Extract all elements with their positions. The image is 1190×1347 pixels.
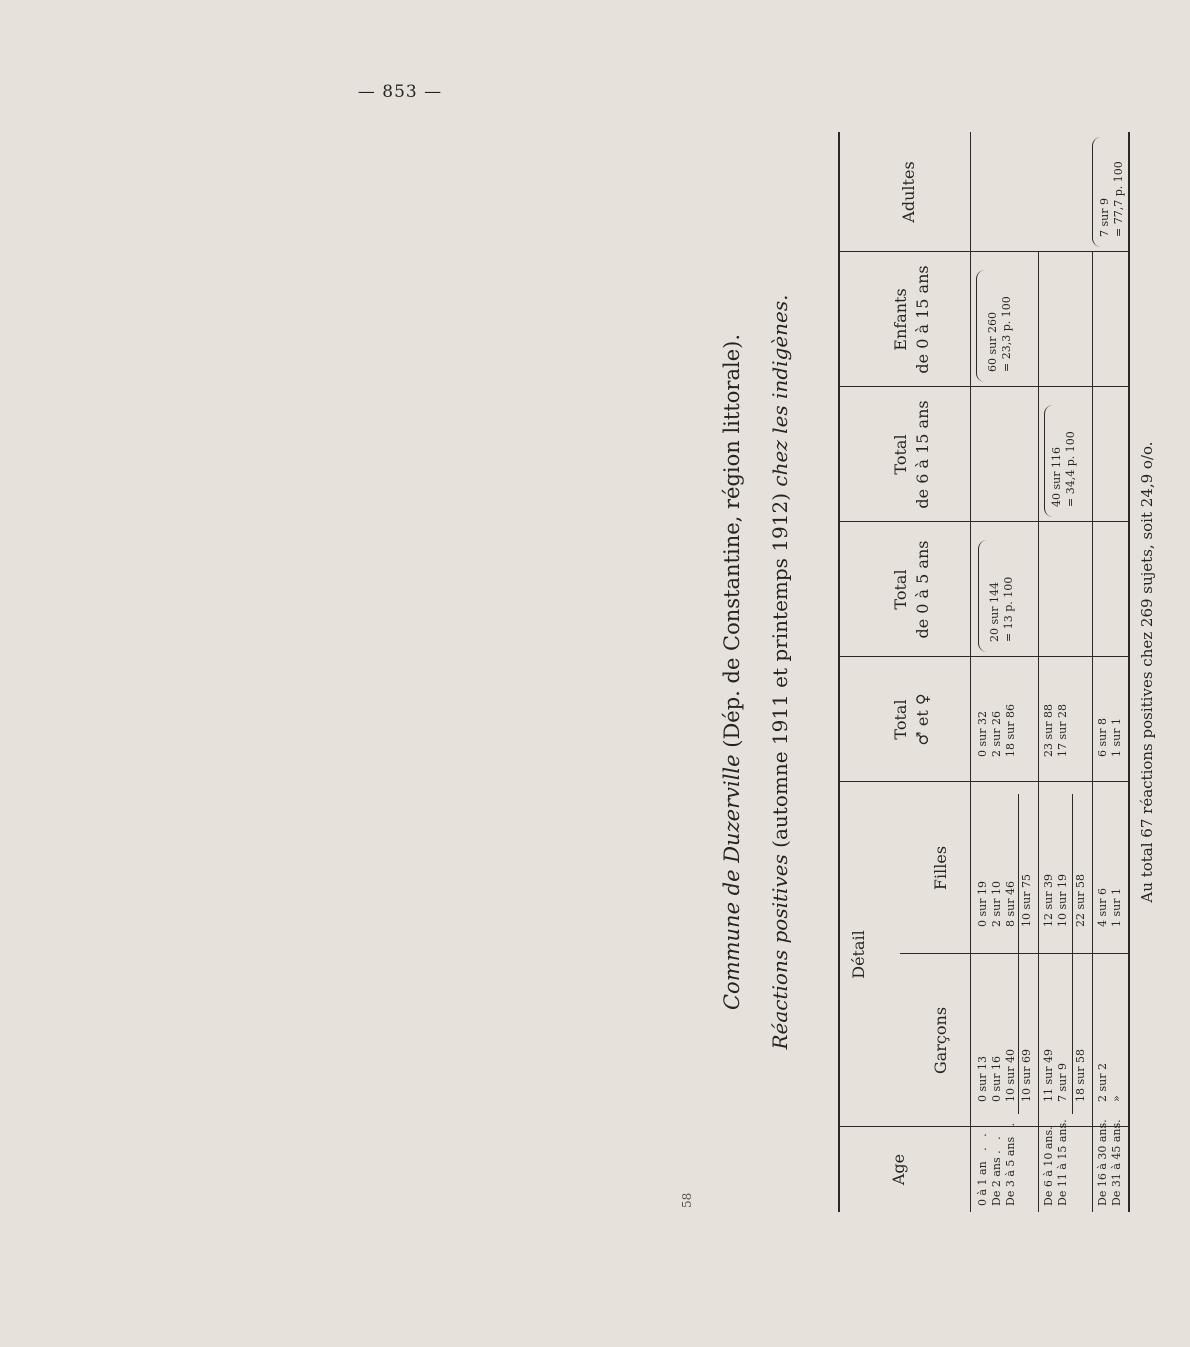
filles-group-2: 12 sur 39 10 sur 19	[1042, 874, 1069, 927]
summary-total-0-5: 20 sur 144 = 13 p. 100	[988, 576, 1015, 642]
total-line: Au total 67 réactions positives chez 269 sujets, soit 24,9 o/o.	[1138, 441, 1156, 903]
header-total-6-15: Total de 6 à 15 ans	[891, 400, 932, 509]
summary-adultes: 7 sur 9 = 77,7 p. 100	[1098, 161, 1125, 237]
sub-filles-group-1: 10 sur 75	[1020, 874, 1033, 927]
totals-group-1: 0 sur 32 2 sur 26 18 sur 86	[976, 704, 1017, 757]
ages-group-2: De 6 à 10 ans. De 11 à 15 ans.	[1042, 1119, 1069, 1206]
group-rule-2	[1092, 252, 1093, 1212]
ages-group-3: De 16 à 30 ans. De 31 à 45 ans.	[1096, 1119, 1123, 1206]
subtotal-rule-1	[1018, 794, 1019, 1114]
garcons-group-3: 2 sur 2 »	[1096, 1063, 1123, 1102]
summary-enfants: 60 sur 260 = 23,3 p. 100	[986, 296, 1013, 372]
garcons-group-2: 11 sur 49 7 sur 9	[1042, 1049, 1069, 1102]
col-sep	[838, 386, 1128, 387]
sub-garcons-group-1: 10 sur 69	[1020, 1049, 1033, 1102]
filles-group-1: 0 sur 19 2 sur 10 8 sur 46	[976, 881, 1017, 927]
table-title	[720, 132, 744, 1212]
header-filles: Filles	[931, 845, 950, 891]
footer-mark: 58	[680, 1192, 694, 1208]
brace-0-5	[978, 540, 987, 652]
subtitle-italic-end: chez les indigènes.	[768, 294, 792, 487]
rule-header-bottom	[970, 132, 971, 1212]
header-detail: Détail	[849, 930, 868, 979]
ages-group-1: 0 à 1 an . . De 2 ans . . De 3 à 5 ans .	[976, 1122, 1017, 1206]
table-subtitle	[768, 132, 792, 1212]
subtitle-italic: Réactions positives	[768, 854, 792, 1050]
rule-top	[838, 132, 840, 1212]
header-age: Age	[889, 1153, 908, 1186]
summary-total-6-15: 40 sur 116 = 34,4 p. 100	[1050, 431, 1077, 507]
col-sep	[838, 656, 1128, 657]
sub-filles-group-2: 22 sur 58	[1074, 874, 1087, 927]
title-italic: Commune de Duzerville	[720, 754, 744, 1011]
title-plain: (Dép. de Constantine, région littorale).	[720, 334, 744, 748]
garcons-group-1: 0 sur 13 0 sur 16 10 sur 40	[976, 1049, 1017, 1102]
brace-enfants	[976, 270, 985, 382]
header-garcons: Garçons	[931, 1006, 950, 1075]
totals-group-2: 23 sur 88 17 sur 28	[1042, 704, 1069, 757]
header-total-mf: Total ♂ et ♀	[891, 693, 932, 746]
rotated-table-block	[720, 0, 1190, 1206]
sub-garcons-group-2: 18 sur 58	[1074, 1049, 1087, 1102]
page-number: — 853 —	[357, 82, 443, 102]
header-total-0-5: Total de 0 à 5 ans	[891, 540, 932, 639]
subtotal-rule-2	[1072, 794, 1073, 1114]
col-sep	[838, 781, 1128, 782]
header-enfants: Enfants de 0 à 15 ans	[891, 265, 932, 374]
col-sep	[838, 521, 1128, 522]
rule-body-bottom	[1128, 132, 1130, 1212]
subtitle-plain: (automne 1911 et printemps 1912)	[768, 492, 792, 848]
col-sep	[838, 251, 1128, 252]
filles-group-3: 4 sur 6 1 sur 1	[1096, 888, 1123, 927]
header-adultes: Adultes	[899, 161, 918, 223]
totals-group-3: 6 sur 8 1 sur 1	[1096, 718, 1123, 757]
group-rule-1	[1038, 252, 1039, 1212]
